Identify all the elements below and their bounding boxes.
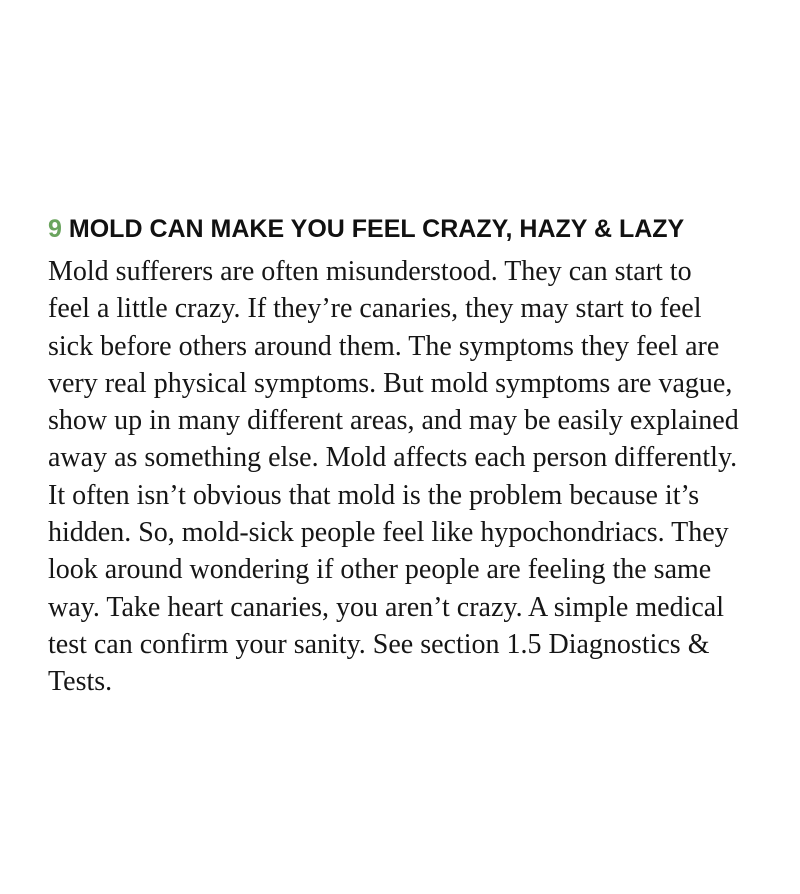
body-line: It often isn’t obvious that mold is the problem because it’s bbox=[48, 479, 700, 511]
body-paragraph bbox=[48, 253, 778, 701]
body-line: feel a little crazy. If they’re canaries, they may start to feel bbox=[48, 293, 702, 325]
body-line: Mold sufferers are often misunderstood. They can start to bbox=[48, 256, 692, 287]
body-line: look around wondering if other people are feeling the same bbox=[48, 554, 712, 586]
body-line: test can confirm your sanity. See section 1.5 Diagnostics & bbox=[48, 628, 710, 660]
body-line: hidden. So, mold-sick people feel like hypochondriacs. They bbox=[48, 517, 729, 549]
section-title: MOLD CAN MAKE YOU FEEL CRAZY, HAZY & LAZY bbox=[68, 215, 685, 243]
body-line: Tests. bbox=[48, 666, 113, 698]
body-line: way. Take heart canaries, you aren’t crazy. A simple medical bbox=[48, 591, 724, 623]
body-line: very real physical symptoms. But mold symptoms are vague, bbox=[48, 367, 733, 399]
body-line: away as something else. Mold affects each person differently. bbox=[48, 442, 738, 474]
section-heading bbox=[48, 214, 684, 244]
body-line: show up in many different areas, and may be easily explained bbox=[48, 405, 739, 437]
body-line: sick before others around them. The symptoms they feel are bbox=[48, 330, 720, 362]
section-number: 9 bbox=[48, 215, 62, 243]
